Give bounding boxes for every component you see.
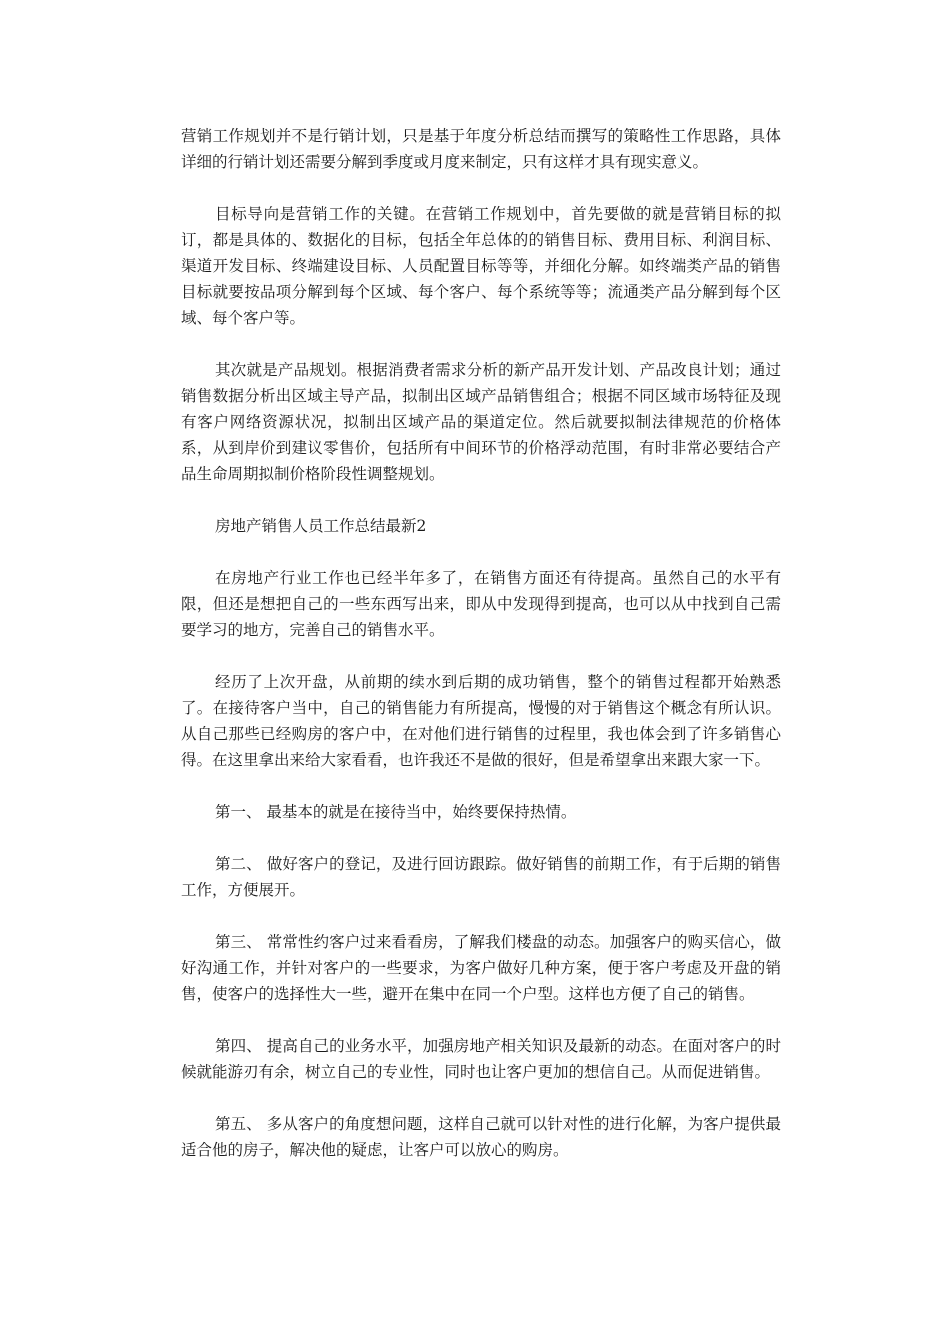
paragraph-product-planning: 其次就是产品规划。根据消费者需求分析的新产品开发计划、产品改良计划；通过销售数据分析出区域主导产品，拟制出区域产品销售组合；根据不同区域市场特征及现有客户网络资源状况，拟制出区域产品的渠道定位。然后就要拟制法律规范的价格体系，从到岸价到建议零售价，包括所有中间环节的价格浮动范围，有时非常必要结合产品生命周期拟制价格阶段性调整规划。 — [181, 361, 781, 483]
paragraph-opening-experience: 经历了上次开盘，从前期的续水到后期的成功销售，整个的销售过程都开始熟悉了。在接待客户当中，自己的销售能力有所提高，慢慢的对于销售这个概念有所认识。从自己那些已经购房的客户中，在对他们进行销售的过程里，我也体会到了许多销售心得。在这里拿出来给大家看看，也许我还不是做的很好，但是希望拿出来跟大家一下。 — [181, 673, 781, 769]
paragraph-point-five: 第五、 多从客户的角度想问题，这样自己就可以针对性的进行化解，为客户提供最适合他的房子，解决他的疑虑，让客户可以放心的购房。 — [181, 1115, 781, 1159]
paragraph-point-four: 第四、 提高自己的业务水平，加强房地产相关知识及最新的动态。在面对客户的时候就能游刃有余，树立自己的专业性，同时也让客户更加的想信自己。从而促进销售。 — [181, 1037, 781, 1081]
section-heading: 房地产销售人员工作总结最新2 — [215, 517, 427, 535]
paragraph-point-three: 第三、 常常性约客户过来看看房，了解我们楼盘的动态。加强客户的购买信心，做好沟通工作，并针对客户的一些要求，为客户做好几种方案，便于客户考虑及开盘的销售，使客户的选择性大一些，避开在集中在同一个户型。这样也方便了自己的销售。 — [181, 933, 781, 1003]
document-body — [181, 123, 781, 1189]
paragraph-goal-orientation: 目标导向是营销工作的关键。在营销工作规划中，首先要做的就是营销目标的拟订，都是具体的、数据化的目标，包括全年总体的的销售目标、费用目标、利润目标、渠道开发目标、终端建设目标、人员配置目标等等，并细化分解。如终端类产品的销售目标就要按品项分解到每个区域、每个客户、每个系统等等；流通类产品分解到每个区域、每个客户等。 — [181, 205, 781, 327]
paragraph-point-two: 第二、 做好客户的登记，及进行回访跟踪。做好销售的前期工作，有于后期的销售工作，方便展开。 — [181, 855, 781, 899]
paragraph-point-one: 第一、 最基本的就是在接待当中，始终要保持热情。 — [215, 803, 577, 821]
paragraph-experience-intro: 在房地产行业工作也已经半年多了，在销售方面还有待提高。虽然自己的水平有限，但还是想把自己的一些东西写出来，即从中发现得到提高，也可以从中找到自己需要学习的地方，完善自己的销售水平。 — [181, 569, 781, 639]
paragraph-planning-intro: 营销工作规划并不是行销计划，只是基于年度分析总结而撰写的策略性工作思路，具体详细的行销计划还需要分解到季度或月度来制定，只有这样才具有现实意义。 — [181, 127, 781, 171]
